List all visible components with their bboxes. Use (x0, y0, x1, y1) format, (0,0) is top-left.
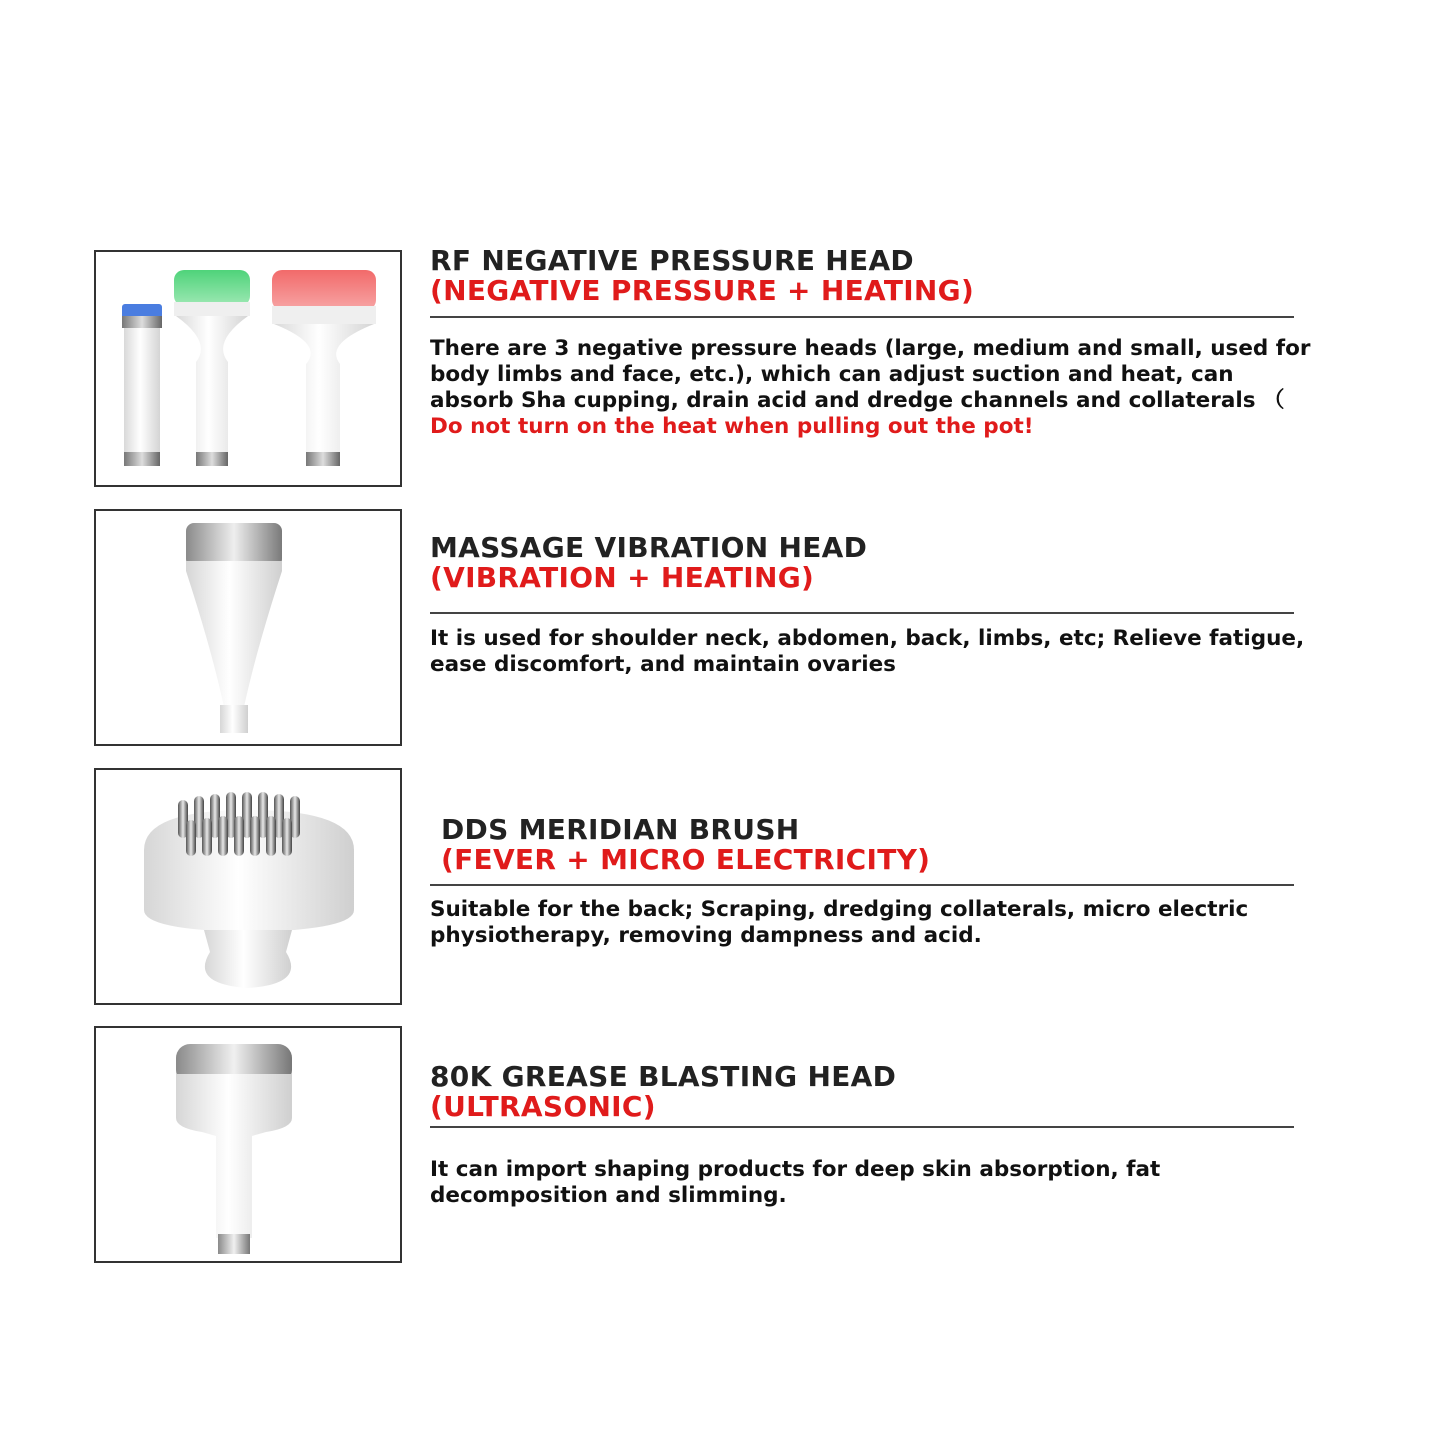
vibration-head-image (96, 511, 400, 744)
ultrasonic-head-image (96, 1028, 400, 1261)
section-1-description (430, 336, 1320, 440)
three-suction-heads-image (96, 252, 400, 485)
section-3-description: Suitable for the back; Scraping, dredging collaterals, micro electric physiotherapy, removing dampness and acid. (430, 897, 1249, 948)
section-4-description: It can import shaping products for deep skin absorption, fat decomposition and slimming. (430, 1157, 1161, 1208)
section-3-divider (430, 884, 1294, 886)
section-1-warning: Do not turn on the heat when pulling out the pot! (430, 414, 1034, 439)
section-3-subtitle: (FEVER + MICRO ELECTRICITY) (441, 843, 931, 876)
section-1-subtitle: (NEGATIVE PRESSURE + HEATING) (430, 274, 975, 307)
section-4-heading (430, 1062, 1330, 1122)
section-1-heading (430, 246, 1330, 306)
section-4-title: 80K GREASE BLASTING HEAD (430, 1060, 897, 1093)
meridian-brush-image (96, 770, 400, 1003)
section-2-description: It is used for shoulder neck, abdomen, back, limbs, etc; Relieve fatigue, ease discomfort, and maintain ovaries (430, 626, 1305, 677)
section-3-image-frame (94, 768, 402, 1005)
section-1-description-text: There are 3 negative pressure heads (large, medium and small, used for body limbs and face, etc.), which can adjust suction and heat, can absorb Sha cupping, drain acid and dredge channels and collaterals （ (430, 336, 1311, 413)
section-2-subtitle: (VIBRATION + HEATING) (430, 561, 815, 594)
section-4-image-frame (94, 1026, 402, 1263)
section-4-divider (430, 1126, 1294, 1128)
section-1-divider (430, 316, 1294, 318)
section-2-heading (430, 533, 1330, 593)
section-2-title: MASSAGE VIBRATION HEAD (430, 531, 868, 564)
section-3-heading (441, 815, 1341, 875)
section-1-image-frame (94, 250, 402, 487)
section-2-image-frame (94, 509, 402, 746)
section-1-title: RF NEGATIVE PRESSURE HEAD (430, 244, 914, 277)
section-4-subtitle: (ULTRASONIC) (430, 1090, 656, 1123)
section-2-divider (430, 612, 1294, 614)
section-3-title: DDS MERIDIAN BRUSH (441, 813, 800, 846)
